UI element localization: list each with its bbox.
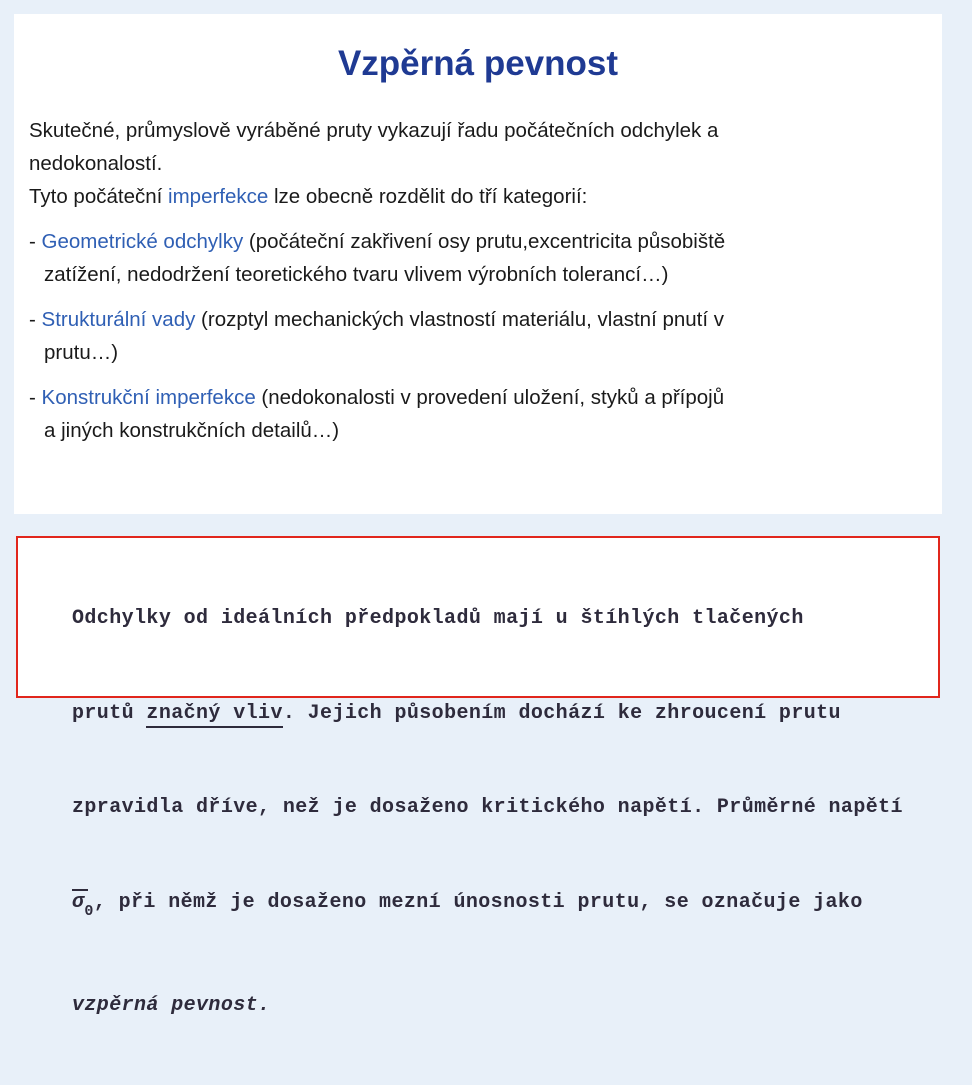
item-line1: (počáteční zakřivení osy prutu,excentricita působiště [243,230,726,253]
intro-text-a: Tyto počáteční [29,185,169,208]
imperfekce-term: imperfekce [168,185,269,208]
item-line1: (nedokonalosti v provedení uložení, styků a přípojů [255,386,725,409]
item-dash: - [29,308,42,331]
intro-text-c: lze obecně rozdělit do tří kategorií: [268,185,588,208]
scan-line-5: vzpěrná pevnost. [72,994,271,1017]
item-term: Geometrické odchylky [41,230,244,253]
item-line2: prutu…) [44,341,119,364]
scan-line-2-a: prutů [72,701,147,725]
item-term: Strukturální vady [41,308,196,331]
sigma-subscript: 0 [84,902,94,920]
item-line2: zatížení, nedodržení teoretického tvaru vlivem výrobních tolerancí…) [44,263,669,286]
scan-line-1: Odchylky od ideálních předpokladů mají u štíhlých tlačených [72,607,804,630]
underlined-phrase: značný vliv [146,702,282,728]
item-dash: - [29,386,42,409]
scan-text [72,540,972,1085]
intro-line-2: nedokonalostí. [29,152,163,175]
item-constructional [29,381,929,414]
slide-title: Vzpěrná pevnost [337,44,619,83]
scan-line-2-b: . Jejich působením dochází ke zhroucení prutu [282,701,841,725]
sigma-symbol: σ [72,887,84,919]
item-line2: a jiných konstrukčních detailů…) [44,419,340,442]
intro-line-1: Skutečné, průmyslově vyráběné pruty vykazují řadu počátečních odchylek a [29,119,719,142]
scan-line-3: zpravidla dříve, než je dosaženo kritického napětí. Průměrné napětí [72,796,903,819]
item-geometric [29,225,929,258]
item-line1: (rozptyl mechanických vlastností materiálu, vlastní pnutí v [195,308,725,331]
scanned-excerpt [16,536,940,1017]
intro-categories [29,180,929,213]
slide-body [29,114,929,447]
scan-line-4 [72,887,972,928]
slide-text-panel [14,14,942,514]
item-dash: - [29,230,42,253]
item-structural [29,303,929,336]
scan-line-4-b: , při němž je dosaženo mezní únosnosti prutu, se označuje jako [93,890,863,914]
scan-line-2 [72,698,972,730]
item-term: Konstrukční imperfekce [41,386,256,409]
